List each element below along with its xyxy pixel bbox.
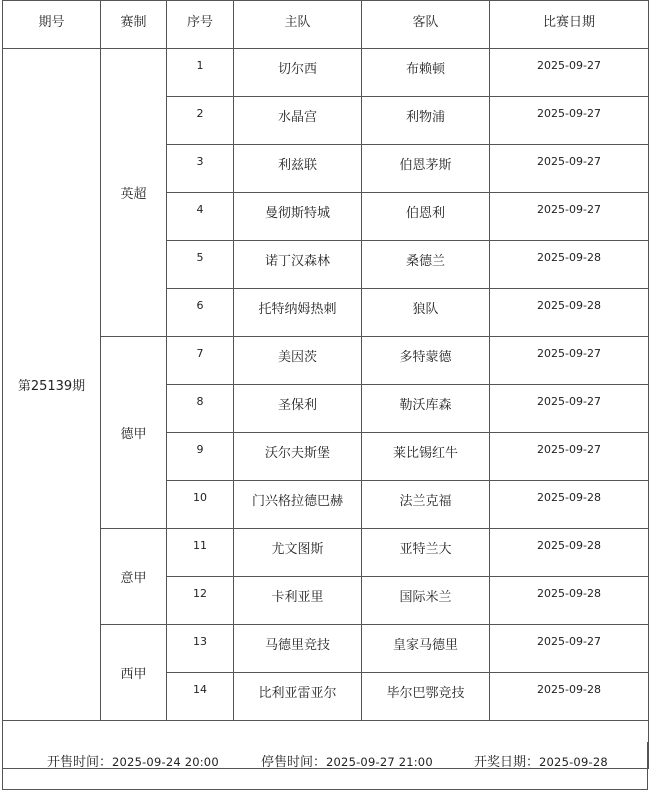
match-number: 10 [167, 481, 234, 529]
table-row [3, 49, 649, 97]
match-number: 2 [167, 97, 234, 145]
home-team: 切尔西 [234, 49, 362, 97]
match-number: 8 [167, 385, 234, 433]
match-date: 2025-09-28 [490, 241, 649, 289]
match-date: 2025-09-27 [490, 433, 649, 481]
home-team: 比利亚雷亚尔 [234, 673, 362, 721]
home-team: 门兴格拉德巴赫 [234, 481, 362, 529]
away-team: 国际米兰 [362, 577, 490, 625]
home-team: 马德里竞技 [234, 625, 362, 673]
match-number: 14 [167, 673, 234, 721]
match-date: 2025-09-28 [490, 481, 649, 529]
match-number: 12 [167, 577, 234, 625]
match-number: 1 [167, 49, 234, 97]
header-league: 赛制 [101, 1, 167, 49]
away-team: 勒沃库森 [362, 385, 490, 433]
away-team: 伯恩利 [362, 193, 490, 241]
home-team: 水晶宫 [234, 97, 362, 145]
match-number: 5 [167, 241, 234, 289]
sale-stop-value: 2025-09-27 21:00 [326, 755, 433, 769]
home-team: 沃尔夫斯堡 [234, 433, 362, 481]
match-number: 6 [167, 289, 234, 337]
away-team: 法兰克福 [362, 481, 490, 529]
match-date: 2025-09-27 [490, 49, 649, 97]
home-team: 曼彻斯特城 [234, 193, 362, 241]
away-team: 皇家马德里 [362, 625, 490, 673]
sale-start-label: 开售时间： [47, 755, 113, 770]
period-cell: 第25139期 [3, 49, 101, 721]
home-team: 托特纳姆热刺 [234, 289, 362, 337]
match-date: 2025-09-27 [490, 625, 649, 673]
header-away-team: 客队 [362, 1, 490, 49]
match-number: 9 [167, 433, 234, 481]
away-team: 狼队 [362, 289, 490, 337]
header-match-date: 比赛日期 [490, 1, 649, 49]
away-team: 多特蒙德 [362, 337, 490, 385]
match-date: 2025-09-28 [490, 529, 649, 577]
match-date: 2025-09-27 [490, 145, 649, 193]
match-date: 2025-09-27 [490, 337, 649, 385]
league-cell: 意甲 [101, 529, 167, 625]
header-number: 序号 [167, 1, 234, 49]
draw-date [474, 751, 608, 770]
header-period: 期号 [3, 1, 101, 49]
sale-stop-label: 停售时间： [261, 755, 327, 770]
away-team: 利物浦 [362, 97, 490, 145]
league-cell: 西甲 [101, 625, 167, 721]
sale-info-footer [2, 742, 648, 790]
away-team: 亚特兰大 [362, 529, 490, 577]
away-team: 桑德兰 [362, 241, 490, 289]
home-team: 诺丁汉森林 [234, 241, 362, 289]
match-number: 11 [167, 529, 234, 577]
home-team: 美因茨 [234, 337, 362, 385]
home-team: 利兹联 [234, 145, 362, 193]
away-team: 莱比锡红牛 [362, 433, 490, 481]
match-date: 2025-09-28 [490, 577, 649, 625]
sale-stop [261, 751, 433, 770]
draw-date-label: 开奖日期： [474, 755, 540, 770]
match-date: 2025-09-27 [490, 385, 649, 433]
away-team: 毕尔巴鄂竞技 [362, 673, 490, 721]
match-number: 3 [167, 145, 234, 193]
sale-start [47, 751, 219, 770]
league-cell: 德甲 [101, 337, 167, 529]
match-date: 2025-09-27 [490, 193, 649, 241]
away-team: 布赖顿 [362, 49, 490, 97]
sale-start-value: 2025-09-24 20:00 [112, 755, 219, 769]
table-header-row [3, 1, 649, 49]
home-team: 卡利亚里 [234, 577, 362, 625]
match-date: 2025-09-27 [490, 97, 649, 145]
home-team: 尤文图斯 [234, 529, 362, 577]
match-number: 7 [167, 337, 234, 385]
league-cell: 英超 [101, 49, 167, 337]
header-home-team: 主队 [234, 1, 362, 49]
match-number: 4 [167, 193, 234, 241]
schedule-table [2, 0, 649, 769]
home-team: 圣保利 [234, 385, 362, 433]
draw-date-value: 2025-09-28 [539, 755, 608, 769]
match-date: 2025-09-28 [490, 289, 649, 337]
away-team: 伯恩茅斯 [362, 145, 490, 193]
match-date: 2025-09-28 [490, 673, 649, 721]
match-number: 13 [167, 625, 234, 673]
